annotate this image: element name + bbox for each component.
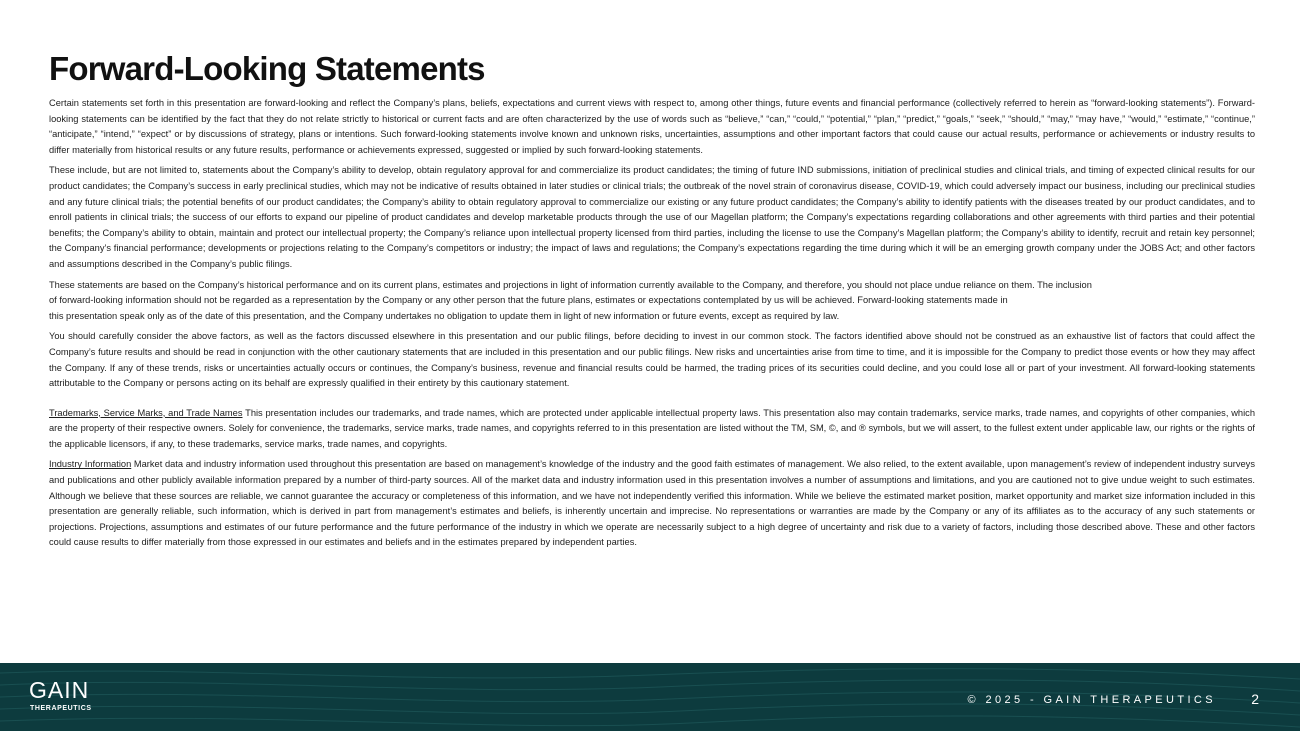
industry-heading: Industry Information: [49, 459, 132, 470]
industry-text: Market data and industry information used throughout this presentation are based on management’s knowledge of the industry and the good faith estimates of management. We also relied, to the extent available, upon management’s review of independent industry surveys and publications and other publicly available information prepared by a number of third-party sources. All of the market data and industry information used in this presentation involves a number of assumptions and limitations, and you are cautioned not to give undue weight to such estimates. Although we believe that these sources are reliable, we cannot guarantee the accuracy or completeness of this information, and we have not independently verified this information. While we believe the estimated market position, market opportunity and market size information included in this presentation are generally reliable, such information, which is derived in part from management’s estimates and beliefs, is inherently uncertain and imprecise. No representations or warranties are made by the Company or any of its affiliates as to the accuracy of any such statements or projections. Projections, assumptions and estimates of our future performance and the future performance of the industry in which we operate are necessarily subject to a high degree of uncertainty and risk due to a variety of factors, including those described above. These and other factors could cause results to differ materially from those expressed in our estimates and beliefs and in the estimates prepared by independent parties.: [49, 459, 1255, 548]
copyright-text: © 2025 - GAIN THERAPEUTICS: [967, 694, 1216, 706]
paragraph-reliance-line-3: this presentation speak only as of the date of this presentation, and the Company undertakes no obligation to update them in light of new information or future events, except as required by law.: [49, 310, 840, 321]
trademarks-heading: Trademarks, Service Marks, and Trade Names: [49, 407, 243, 418]
paragraph-industry-information: [49, 457, 1255, 551]
paragraph-forward-looking-intro: Certain statements set forth in this presentation are forward-looking and reflect the Company’s plans, beliefs, expectations and current views with respect to, among other things, future events and financial performance (collectively referred to herein as “forward-looking statements”). Forward-looking statements can be identified by the fact that they do not relate strictly to historical or current facts and are often characterized by the use of words such as “believe,” “can,” “could,” “potential,” “plan,” “predict,” “goals,” “seek,” “should,” “may,” “may have,” “would,” “estimate,” “continue,” “anticipate,” “intend,” “expect” or by discussions of strategy, plans or intentions. Such forward-looking statements involve known and unknown risks, uncertainties, assumptions and other important factors that could cause our actual results, performance or achievements or industry results to differ materially from historical results or any future results, performance or achievements expressed, suggested or implied by such forward-looking statements.: [49, 98, 1255, 155]
logo-subtitle: THERAPEUTICS: [30, 705, 92, 712]
footer-bar: [0, 663, 1300, 731]
disclaimer-body: [49, 96, 1255, 556]
paragraph-reliance-line-1: These statements are based on the Company’s historical performance and on its current plans, estimates and projections in light of information currently available to the Company, and therefore, you should not place undue reliance on them. The inclusion: [49, 279, 1092, 290]
logo-wordmark: GAIN: [29, 677, 90, 703]
page-number: 2: [1251, 691, 1259, 707]
paragraph-risk-factors: These include, but are not limited to, statements about the Company’s ability to develop, obtain regulatory approval for and commercialize its product candidates; the timing of future IND submissions, initiation of preclinical studies and clinical trials, and timing of expected clinical results for our product candidates; the Company’s success in early preclinical studies, which may not be indicative of results obtained in later studies or clinical trials; the outbreak of the novel strain of coronavirus disease, COVID-19, which could adversely impact our business, including our preclinical studies and any future clinical trials; the potential benefits of our product candidates; the Company’s ability to obtain regulatory approval to commercialize our existing or any future product candidates; the Company’s ability to identify patients with the diseases treated by our product candidates, and to enroll patients in clinical trials; the success of our efforts to expand our pipeline of product candidates and develop marketable products through the use of our Magellan platform; the Company’s expectations regarding collaborations and other agreements with third parties and their potential benefits; the Company’s ability to obtain, maintain and protect our intellectual property; the Company’s reliance upon intellectual property licensed from third parties, including the license to use the Company’s Magellan platform; the Company’s ability to identify, recruit and retain key personnel; the Company’s financial performance; developments or projections relating to the Company’s competitors or industry; the impact of laws and regulations; the Company’s expectations regarding the time during which it will be an emerging growth company under the JOBS Act; and other factors and assumptions described in the Company’s public filings.: [49, 165, 1255, 269]
paragraph-trademarks: [49, 406, 1255, 453]
trademarks-text: This presentation includes our trademarks, and trade names, which are protected under applicable intellectual property laws. This presentation also may contain trademarks, service marks, trade names, and copyrights of other companies, which are the property of their respective owners. Solely for convenience, the trademarks, service marks, trade names, and copyrights referred to in this presentation are listed without the TM, SM, ©, and ® symbols, but we will assert, to the fullest extent under applicable law, our rights or the rights of the applicable licensors, if any, to these trademarks, service marks, trade names, and copyrights.: [49, 407, 1255, 449]
page-title: Forward-Looking Statements: [49, 50, 485, 87]
paragraph-reliance: [49, 278, 1255, 325]
company-logo: [29, 679, 109, 719]
paragraph-consider-factors: You should carefully consider the above factors, as well as the factors discussed elsewhere in this presentation and our public filings, before deciding to invest in our common stock. The factors identified above should not be construed as an exhaustive list of factors that could affect the Company’s future results and should be read in conjunction with the other cautionary statements that are included in this presentation and our public filings. New risks and uncertainties arise from time to time, and it is impossible for the Company to predict those events or how they may affect the Company. If any of these trends, risks or uncertainties actually occurs or continues, the Company’s business, revenue and financial results could be harmed, the trading prices of its securities could decline, and you could lose all or part of your investment. All forward-looking statements attributable to the Company or persons acting on its behalf are expressly qualified in their entirety by this cautionary statement.: [49, 331, 1255, 389]
paragraph-reliance-line-2: of forward-looking information should not be regarded as a representation by the Company or any other person that the future plans, estimates or expectations contemplated by us will be achieved. Forward-looking statements made in: [49, 295, 1008, 306]
